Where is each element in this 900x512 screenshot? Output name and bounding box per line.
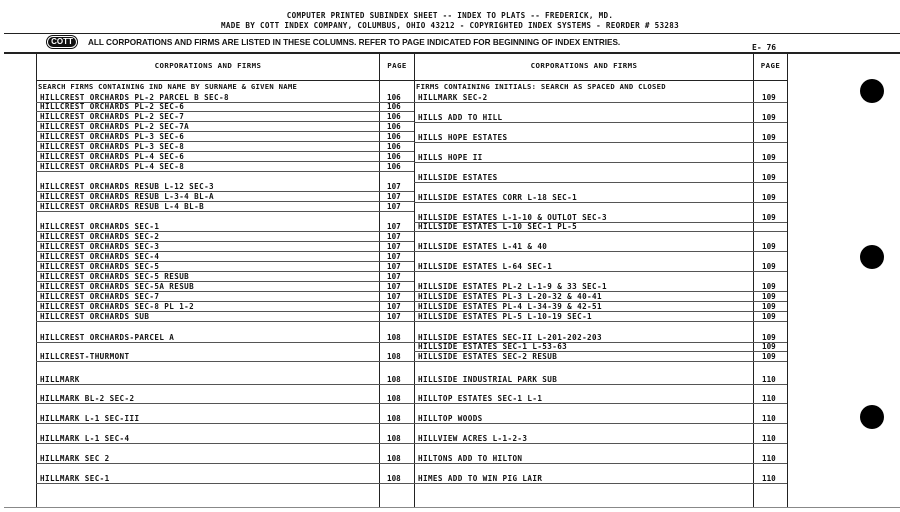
entry-rule	[414, 231, 787, 232]
left-entry-name: HILLCREST ORCHARDS PL-4 SEC-8	[40, 162, 185, 171]
left-entry-name: HILLCREST ORCHARDS SEC-2	[40, 232, 160, 241]
column-header-divider	[36, 80, 787, 81]
right-entry-page: 110	[762, 394, 776, 403]
entry-rule	[414, 443, 787, 444]
right-entry-page: 109	[762, 113, 776, 122]
left-entry-page: 107	[387, 192, 401, 201]
right-entry-name: HILLSIDE ESTATES CORR L-18 SEC-1	[418, 193, 578, 202]
entry-rule	[414, 162, 787, 163]
punch-hole	[860, 245, 884, 269]
left-entry-page: 108	[387, 434, 401, 443]
left-entry-name: HILLCREST ORCHARDS PL-4 SEC-6	[40, 152, 185, 161]
entry-rule	[414, 251, 787, 252]
right-border	[787, 53, 788, 507]
entry-rule	[414, 483, 787, 484]
punch-hole	[860, 79, 884, 103]
entry-rule	[36, 423, 414, 424]
entry-rule	[414, 142, 787, 143]
entry-rule	[414, 122, 787, 123]
entry-rule	[414, 423, 787, 424]
right-entry-page: 110	[762, 375, 776, 384]
entry-rule	[414, 463, 787, 464]
entry-rule	[414, 321, 787, 322]
left-entry-name: HILLCREST ORCHARDS RESUB L-4 BL-B	[40, 202, 205, 211]
left-entry-page: 107	[387, 222, 401, 231]
left-entry-name: HILLMARK L-1 SEC-4	[40, 434, 130, 443]
header-divider	[4, 33, 900, 34]
left-entry-name: HILLMARK L-1 SEC-III	[40, 414, 140, 423]
left-entry-name: HILLCREST ORCHARDS SEC-5	[40, 262, 160, 271]
entry-rule	[414, 202, 787, 203]
left-entry-name: HILLMARK SEC 2	[40, 454, 110, 463]
left-entry-page: 106	[387, 162, 401, 171]
entry-rule	[414, 403, 787, 404]
right-entry-page: 109	[762, 262, 776, 271]
instruction-notice: ALL CORPORATIONS AND FIRMS ARE LISTED IN THESE COLUMNS. REFER TO PAGE INDICATED FOR BEGINNING OF INDEX ENTRIES.	[88, 38, 621, 47]
right-entry-name: HILLSIDE ESTATES L-1-10 & OUTLOT SEC-3	[418, 213, 607, 222]
left-entry-name: HILLCREST ORCHARDS SEC-5 RESUB	[40, 272, 190, 281]
entry-rule	[36, 342, 414, 343]
sheet-number: E- 76	[752, 43, 777, 52]
right-column-heading: CORPORATIONS AND FIRMS	[530, 61, 638, 70]
entry-rule	[36, 211, 414, 212]
right-entry-name: HILLSIDE ESTATES	[418, 173, 498, 182]
right-entry-name: HILLSIDE ESTATES L-64 SEC-1	[418, 262, 553, 271]
left-entry-page: 108	[387, 333, 401, 342]
left-entry-name: HILLCREST-THURMONT	[40, 352, 130, 361]
left-entry-name: HILLCREST ORCHARDS SEC-8 PL 1-2	[40, 302, 195, 311]
left-entry-name: HILLCREST ORCHARDS SEC-3	[40, 242, 160, 251]
right-entry-name: HILLS HOPE II	[418, 153, 483, 162]
left-entry-name: HILLCREST ORCHARDS RESUB L-12 SEC-3	[40, 182, 215, 191]
left-entry-page: 106	[387, 132, 401, 141]
right-entry-name: HILTONS ADD TO HILTON	[418, 454, 523, 463]
left-entry-page: 106	[387, 142, 401, 151]
notice-divider	[4, 52, 900, 54]
right-entry-name: HILLSIDE INDUSTRIAL PARK SUB	[418, 375, 558, 384]
right-entry-page: 109	[762, 282, 776, 291]
right-entry-page: 109	[762, 173, 776, 182]
left-column-heading: CORPORATIONS AND FIRMS	[154, 61, 262, 70]
left-entry-name: HILLCREST ORCHARDS SEC-7	[40, 292, 160, 301]
left-entry-name: HILLCREST ORCHARDS PL-3 SEC-8	[40, 142, 185, 151]
entry-rule	[36, 463, 414, 464]
entry-rule	[414, 271, 787, 272]
entry-rule	[36, 483, 414, 484]
right-entry-name: HILLSIDE ESTATES SEC-2 RESUB	[418, 352, 558, 361]
right-entry-name: HILLSIDE ESTATES PL-4 L-34-39 & 42-51	[418, 302, 602, 311]
left-entry-page: 106	[387, 122, 401, 131]
right-entry-page: 110	[762, 434, 776, 443]
entry-rule	[36, 384, 414, 385]
left-entry-page: 106	[387, 152, 401, 161]
left-entry-page: 107	[387, 302, 401, 311]
right-entry-name: HILLSIDE ESTATES L-41 & 40	[418, 242, 548, 251]
right-entry-page: 109	[762, 213, 776, 222]
publisher-line: MADE BY COTT INDEX COMPANY, COLUMBUS, OHIO 43212 - COPYRIGHTED INDEX SYSTEMS - REORDER # 53283	[221, 21, 679, 30]
left-entry-page: 108	[387, 414, 401, 423]
right-entry-name: HILLSIDE ESTATES SEC-1 L-53-63	[418, 342, 568, 351]
left-entry-name: HILLCREST ORCHARDS PL-2 SEC-6	[40, 102, 185, 111]
right-entry-page: 109	[762, 292, 776, 301]
right-entry-name: HILLVIEW ACRES L-1-2-3	[418, 434, 528, 443]
left-entry-page: 108	[387, 474, 401, 483]
right-entry-name: HILLSIDE ESTATES PL-3 L-20-32 & 40-41	[418, 292, 602, 301]
right-entry-page: 109	[762, 352, 776, 361]
left-entry-page: 108	[387, 454, 401, 463]
right-entry-page: 109	[762, 242, 776, 251]
right-entry-name: HILLTOP ESTATES SEC-1 L-1	[418, 394, 543, 403]
left-entry-name: HILLCREST ORCHARDS RESUB L-3-4 BL-A	[40, 192, 215, 201]
entry-rule	[36, 403, 414, 404]
left-entry-page: 107	[387, 252, 401, 261]
left-entry-name: HILLCREST ORCHARDS SUB	[40, 312, 150, 321]
entry-rule	[414, 361, 787, 362]
entry-rule	[414, 384, 787, 385]
left-entry-page: 106	[387, 93, 401, 102]
right-entry-name: HILLSIDE ESTATES PL-2 L-1-9 & 33 SEC-1	[418, 282, 607, 291]
right-entry-page: 109	[762, 93, 776, 102]
right-entry-page: 109	[762, 333, 776, 342]
right-entry-page: 109	[762, 342, 776, 351]
left-entry-page: 108	[387, 352, 401, 361]
right-search-instruction: FIRMS CONTAINING INITIALS: SEARCH AS SPACED AND CLOSED	[416, 82, 666, 91]
left-entry-page: 107	[387, 242, 401, 251]
right-entry-name: HILLSIDE ESTATES SEC-II L-201-202-203	[418, 333, 602, 342]
left-entry-page: 108	[387, 375, 401, 384]
right-entry-page: 109	[762, 153, 776, 162]
bottom-edge	[4, 507, 900, 508]
left-entry-page: 107	[387, 292, 401, 301]
right-entry-page: 109	[762, 312, 776, 321]
right-entry-page: 109	[762, 193, 776, 202]
left-entry-name: HILLMARK	[40, 375, 80, 384]
left-entry-name: HILLMARK SEC-1	[40, 474, 110, 483]
entry-rule	[36, 171, 414, 172]
left-entry-page: 107	[387, 262, 401, 271]
left-entry-name: HILLCREST ORCHARDS PL-3 SEC-6	[40, 132, 185, 141]
left-entry-page: 108	[387, 394, 401, 403]
left-entry-name: HILLCREST ORCHARDS PL-2 SEC-7A	[40, 122, 190, 131]
left-entry-page: 107	[387, 232, 401, 241]
sheet-title: COMPUTER PRINTED SUBINDEX SHEET -- INDEX TO PLATS -- FREDERICK, MD.	[286, 11, 614, 20]
left-entry-name: HILLCREST ORCHARDS SEC-5A RESUB	[40, 282, 195, 291]
left-entry-page: 107	[387, 312, 401, 321]
left-entry-page: 107	[387, 202, 401, 211]
left-entry-page: 107	[387, 272, 401, 281]
left-entry-page: 107	[387, 182, 401, 191]
left-entry-name: HILLCREST ORCHARDS PL-2 SEC-7	[40, 112, 185, 121]
right-entry-page: 109	[762, 302, 776, 311]
right-entry-name: HILLS HOPE ESTATES	[418, 133, 508, 142]
left-page-heading: PAGE	[387, 61, 407, 70]
entry-rule	[414, 182, 787, 183]
left-entry-name: HILLMARK BL-2 SEC-2	[40, 394, 135, 403]
entry-rule	[36, 361, 414, 362]
cott-logo: COTT	[46, 35, 78, 49]
left-entry-name: HILLCREST ORCHARDS SEC-4	[40, 252, 160, 261]
right-entry-name: HIMES ADD TO WIN PIG LAIR	[418, 474, 543, 483]
right-entry-page: 109	[762, 133, 776, 142]
right-entry-page: 110	[762, 414, 776, 423]
right-entry-page: 110	[762, 454, 776, 463]
left-entry-page: 106	[387, 102, 401, 111]
right-entry-name: HILLMARK SEC-2	[418, 93, 488, 102]
left-entry-name: HILLCREST ORCHARDS-PARCEL A	[40, 333, 175, 342]
left-entry-name: HILLCREST ORCHARDS PL-2 PARCEL B SEC-8	[40, 93, 229, 102]
punch-hole	[860, 405, 884, 429]
left-entry-page: 107	[387, 282, 401, 291]
left-search-instruction: SEARCH FIRMS CONTAINING IND NAME BY SURNAME & GIVEN NAME	[38, 82, 298, 91]
right-page-heading: PAGE	[760, 61, 781, 70]
entry-rule	[414, 102, 787, 103]
right-entry-name: HILLSIDE ESTATES PL-5 L-10-19 SEC-1	[418, 312, 593, 321]
right-entry-name: HILLTOP WOODS	[418, 414, 483, 423]
right-entry-name: HILLS ADD TO HILL	[418, 113, 503, 122]
right-entry-name: HILLSIDE ESTATES L-10 SEC-1 PL-5	[418, 222, 578, 231]
left-entry-page: 106	[387, 112, 401, 121]
right-entry-page: 110	[762, 474, 776, 483]
entry-rule	[36, 443, 414, 444]
entry-rule	[36, 321, 414, 322]
left-entry-name: HILLCREST ORCHARDS SEC-1	[40, 222, 160, 231]
